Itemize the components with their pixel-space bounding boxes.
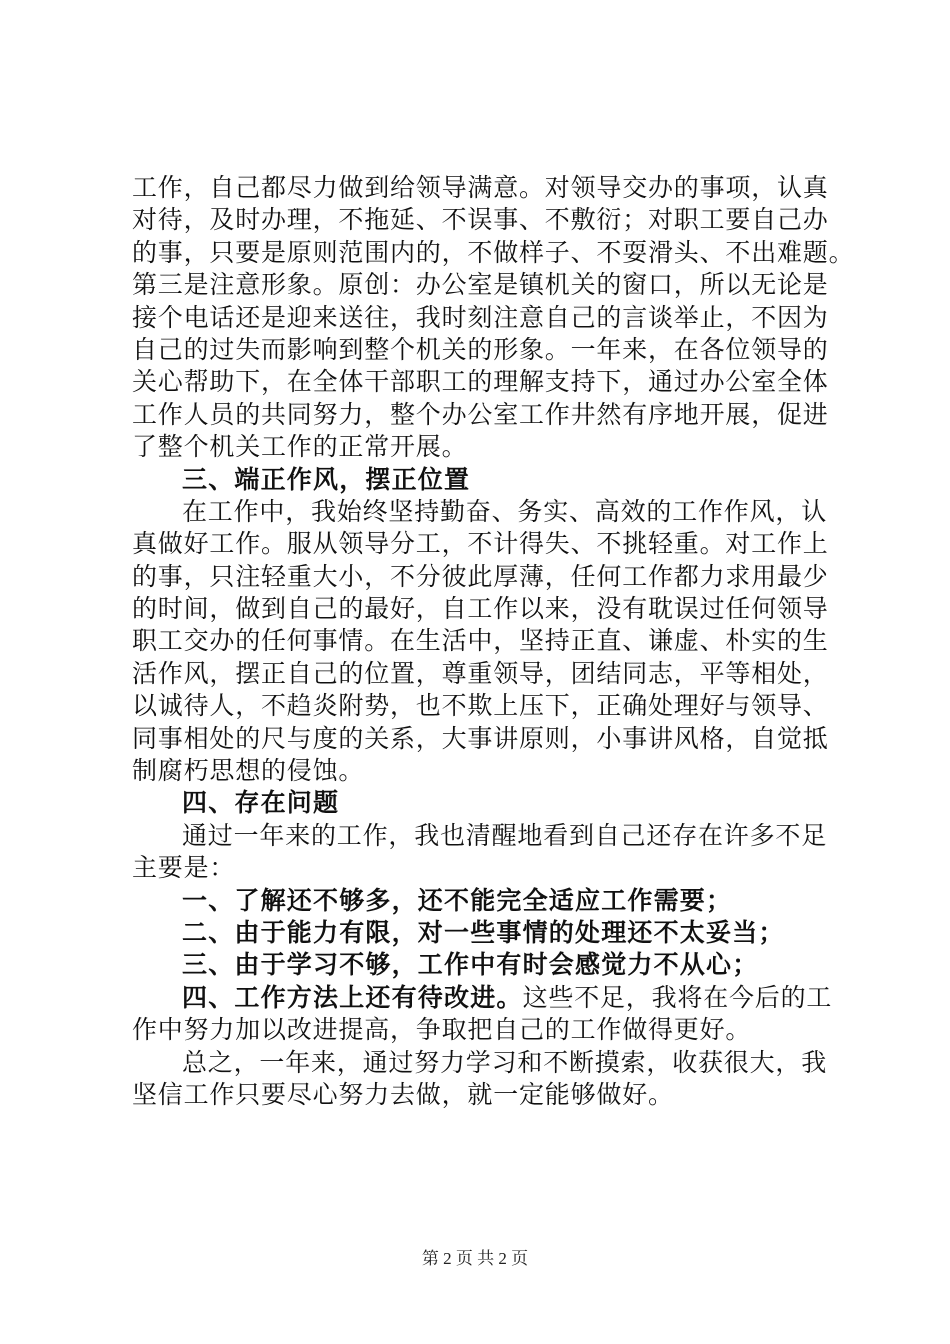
text-line: [132, 528, 832, 560]
text-line: [132, 982, 832, 1014]
text-line: [132, 431, 832, 463]
text-line: [132, 496, 832, 528]
text-line: [132, 399, 832, 431]
line-text: 接个电话还是迎来送往，我时刻注意自己的言谈举止，不因为: [132, 302, 829, 332]
line-text: 制腐朽思想的侵蚀。: [132, 756, 365, 786]
text-line: [132, 625, 832, 657]
bold-text: 三、端正作风，摆正位置: [182, 464, 471, 494]
bold-text: 四、工作方法上还有待改进。: [182, 982, 523, 1012]
bold-text: 一、了解还不够多，还不能完全适应工作需要；: [182, 885, 733, 915]
line-text: 真做好工作。服从领导分工，不计得失、不挑轻重。对工作上: [132, 529, 829, 559]
text-line: [132, 885, 832, 917]
text-line: [132, 949, 832, 981]
bold-text: 三、由于学习不够，工作中有时会感觉力不从心；: [182, 950, 759, 980]
line-text: 坚信工作只要尽心努力去做，就一定能够做好。: [132, 1079, 674, 1109]
line-text: 了整个机关工作的正常开展。: [132, 432, 468, 462]
line-text: 工作，自己都尽力做到给领导满意。对领导交办的事项，认真: [132, 173, 829, 202]
text-line: [132, 820, 832, 852]
bold-text: 二、由于能力有限，对一些事情的处理还不太妥当；: [182, 917, 785, 947]
text-line: [132, 237, 855, 269]
line-text: 活作风，摆正自己的位置，尊重领导，团结同志，平等相处，: [132, 658, 829, 688]
line-text: 主要是：: [132, 853, 236, 883]
text-line: [132, 755, 832, 787]
text-line: [132, 302, 832, 334]
line-text: 同事相处的尺与度的关系，大事讲原则，小事讲风格，自觉抵: [132, 723, 829, 753]
text-line: [132, 852, 832, 884]
text-line: [132, 787, 832, 819]
line-text: 自己的过失而影响到整个机关的形象。一年来，在各位领导的: [132, 334, 829, 364]
line-text: 第三是注意形象。原创：办公室是镇机关的窗口，所以无论是: [132, 270, 829, 300]
line-text: 职工交办的任何事情。在生活中，坚持正直、谦虚、朴实的生: [132, 626, 829, 656]
text-line: [132, 917, 832, 949]
line-text: 总之，一年来，通过努力学习和不断摸索，收获很大，我: [182, 1047, 828, 1077]
line-text: 以诚待人，不趋炎附势，也不欺上压下，正确处理好与领导、: [132, 691, 829, 721]
text-line: [132, 1079, 832, 1111]
text-line: [132, 334, 832, 366]
text-line: [132, 690, 832, 722]
line-text: 的时间，做到自己的最好，自工作以来，没有耽误过任何领导: [132, 594, 829, 624]
text-line: [132, 1014, 832, 1046]
page-footer: 第 2 页 共 2 页: [421, 1249, 529, 1268]
text-line: [132, 464, 832, 496]
text-line: [132, 723, 832, 755]
line-text: 的事，只要是原则范围内的，不做样子、不耍滑头、不出难题。: [132, 237, 855, 267]
text-line: [132, 593, 832, 625]
text-line: [132, 658, 832, 690]
line-text: 工作人员的共同努力，整个办公室工作井然有序地开展，促进: [132, 399, 829, 429]
text-line: [132, 1047, 832, 1079]
text-line: [132, 561, 832, 593]
line-text: 关心帮助下，在全体干部职工的理解支持下，通过办公室全体: [132, 367, 829, 397]
bold-text: 四、存在问题: [182, 788, 340, 818]
text-line: [132, 172, 832, 204]
line-text: 作中努力加以改进提高，争取把自己的工作做得更好。: [132, 1015, 752, 1045]
line-tail-text: 这些不足，我将在今后的工: [522, 982, 833, 1012]
line-text: 对待，及时办理，不拖延、不误事、不敷衍；对职工要自己办: [132, 205, 829, 235]
text-line: [132, 204, 832, 236]
text-line: [132, 366, 832, 398]
line-text: 在工作中，我始终坚持勤奋、务实、高效的工作作风，认: [182, 496, 828, 526]
document-body: [132, 172, 855, 1111]
text-line: [132, 269, 832, 301]
line-text: 的事，只注轻重大小，不分彼此厚薄，任何工作都力求用最少: [132, 561, 829, 591]
line-text: 通过一年来的工作，我也清醒地看到自己还存在许多不足: [182, 820, 828, 850]
